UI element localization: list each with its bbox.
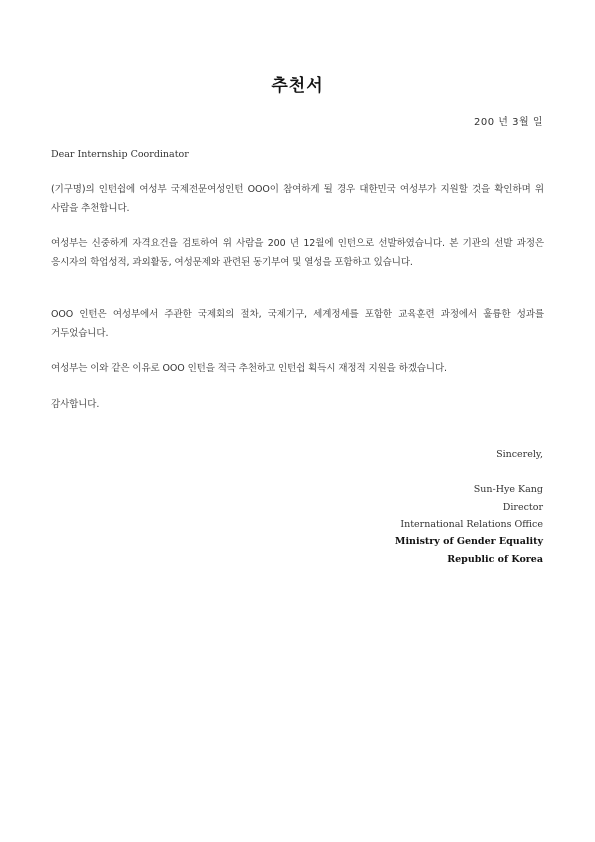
signatory-title: Director — [502, 502, 543, 513]
signatory-country: Republic of Korea — [447, 554, 543, 565]
signatory-name: Sun-Hye Kang — [473, 484, 543, 495]
paragraph-closing-thanks: 감사합니다. — [51, 399, 100, 410]
paragraph-4: 여성부는 이와 같은 이유로 OOO 인턴을 적극 추천하고 인턴쉽 획득시 재정적 지원을 하겠습니다. — [51, 363, 447, 374]
paragraph-1: (기구명)의 인턴쉽에 여성부 국제전문여성인턴 OOO이 참여하게 될 경우 대한민국 여성부가 지원할 것을 확인하며 위 사람을 추천합니다. — [51, 184, 544, 214]
document-title: 추천서 — [271, 76, 324, 96]
signatory-ministry: Ministry of Gender Equality — [394, 536, 543, 547]
letter-date: 200 년 3월 일 — [474, 117, 543, 128]
signature-closing: Sincerely, — [496, 449, 543, 460]
salutation: Dear Internship Coordinator — [51, 149, 189, 160]
paragraph-2: 여성부는 신중하게 자격요건을 검토하여 위 사람을 200 년 12월에 인턴으로 선발하였습니다. 본 기관의 선발 과정은 응시자의 학업성적, 과외활동, 여성문제와 관련된 동기부여 및 열성을 포함하고 있습니다. — [51, 238, 544, 268]
paragraph-3: OOO 인턴은 여성부에서 주관한 국제회의 절차, 국제기구, 세계정세를 포함한 교육훈련 과정에서 훌륭한 성과를 거두었습니다. — [51, 309, 544, 339]
signatory-office: International Relations Office — [400, 519, 543, 530]
